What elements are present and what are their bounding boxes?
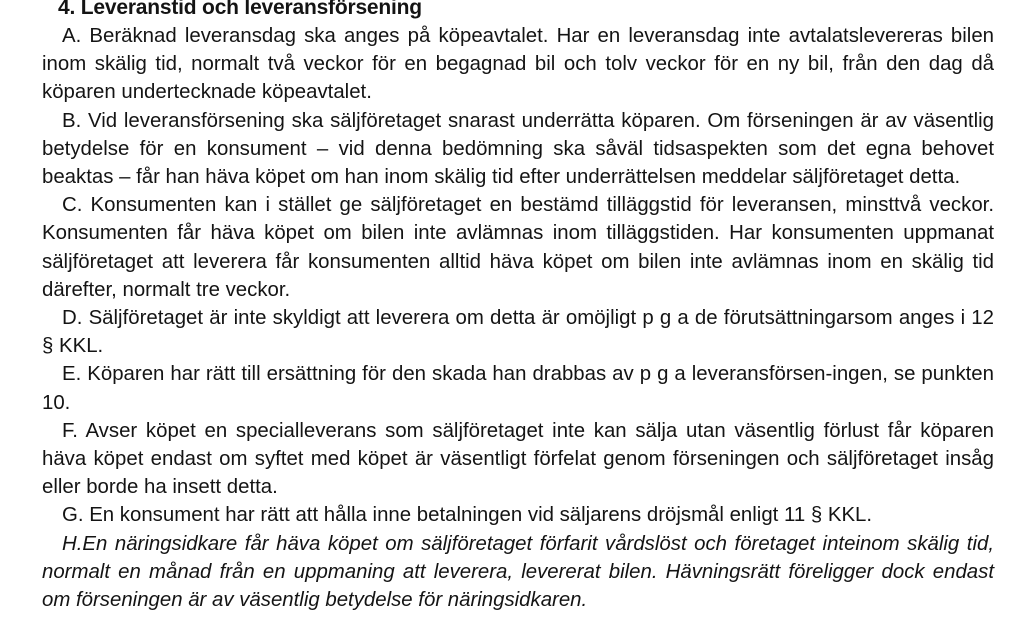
paragraph-b: B. Vid leveransförsening ska säljföretaget snarast underrätta köparen. Om förseningen är av väsentlig betydelse för en konsument – vid denna bedömning ska såväl tidsaspekten som det egna behovet beaktas – får han häva köpet om han inom skälig tid efter underrättelsen meddelar säljföretaget detta. — [42, 109, 994, 189]
paragraph-c: C. Konsumenten kan i stället ge säljföretaget en bestämd tilläggstid för leveransen, minsttvå veckor. Konsumenten får häva köpet om bilen inte avlämnas inom tilläggstiden. Har konsumenten uppmanat säljföretaget att leverera får konsumenten alltid häva köpet om bilen inte avlämnas inom en skälig tid därefter, normalt tre veckor. — [42, 194, 994, 301]
section-heading: 4. Leveranstid och leveransförsening — [58, 0, 422, 19]
paragraph-d: D. Säljföretaget är inte skyldigt att leverera om detta är omöjligt p g a de förutsättningarsom anges i 12 § KKL. — [42, 307, 994, 358]
paragraph-e: E. Köparen har rätt till ersättning för den skada han drabbas av p g a leveransförsen-ingen, se punkten 10. — [42, 363, 994, 414]
paragraph-g: G. En konsument har rätt att hålla inne betalningen vid säljarens dröjsmål enligt 11 § KKL. — [62, 504, 873, 527]
paragraph-h: H.En näringsidkare får häva köpet om säljföretaget förfarit vårdslöst och företaget inteinom skälig tid, normalt en månad från en uppmaning att leverera, levererat bilen. Hävningsrätt föreligger dock endast om förseningen är av väsentlig betydelse för näringsidkaren. — [42, 532, 994, 612]
paragraph-a: A. Beräknad leveransdag ska anges på köpeavtalet. Har en leveransdag inte avtalatslevereras bilen inom skälig tid, normalt två veckor för en begagnad bil och tolv veckor för en ny bil, från den dag då köparen undertecknade köpeavtalet. — [42, 25, 994, 104]
paragraph-f: F. Avser köpet en specialleverans som säljföretaget inte kan sälja utan väsentlig förlust får köparen häva köpet endast om syftet med köpet är väsentligt förfelat genom förseningen och säljföretaget insåg eller borde ha insett detta. — [42, 419, 994, 499]
